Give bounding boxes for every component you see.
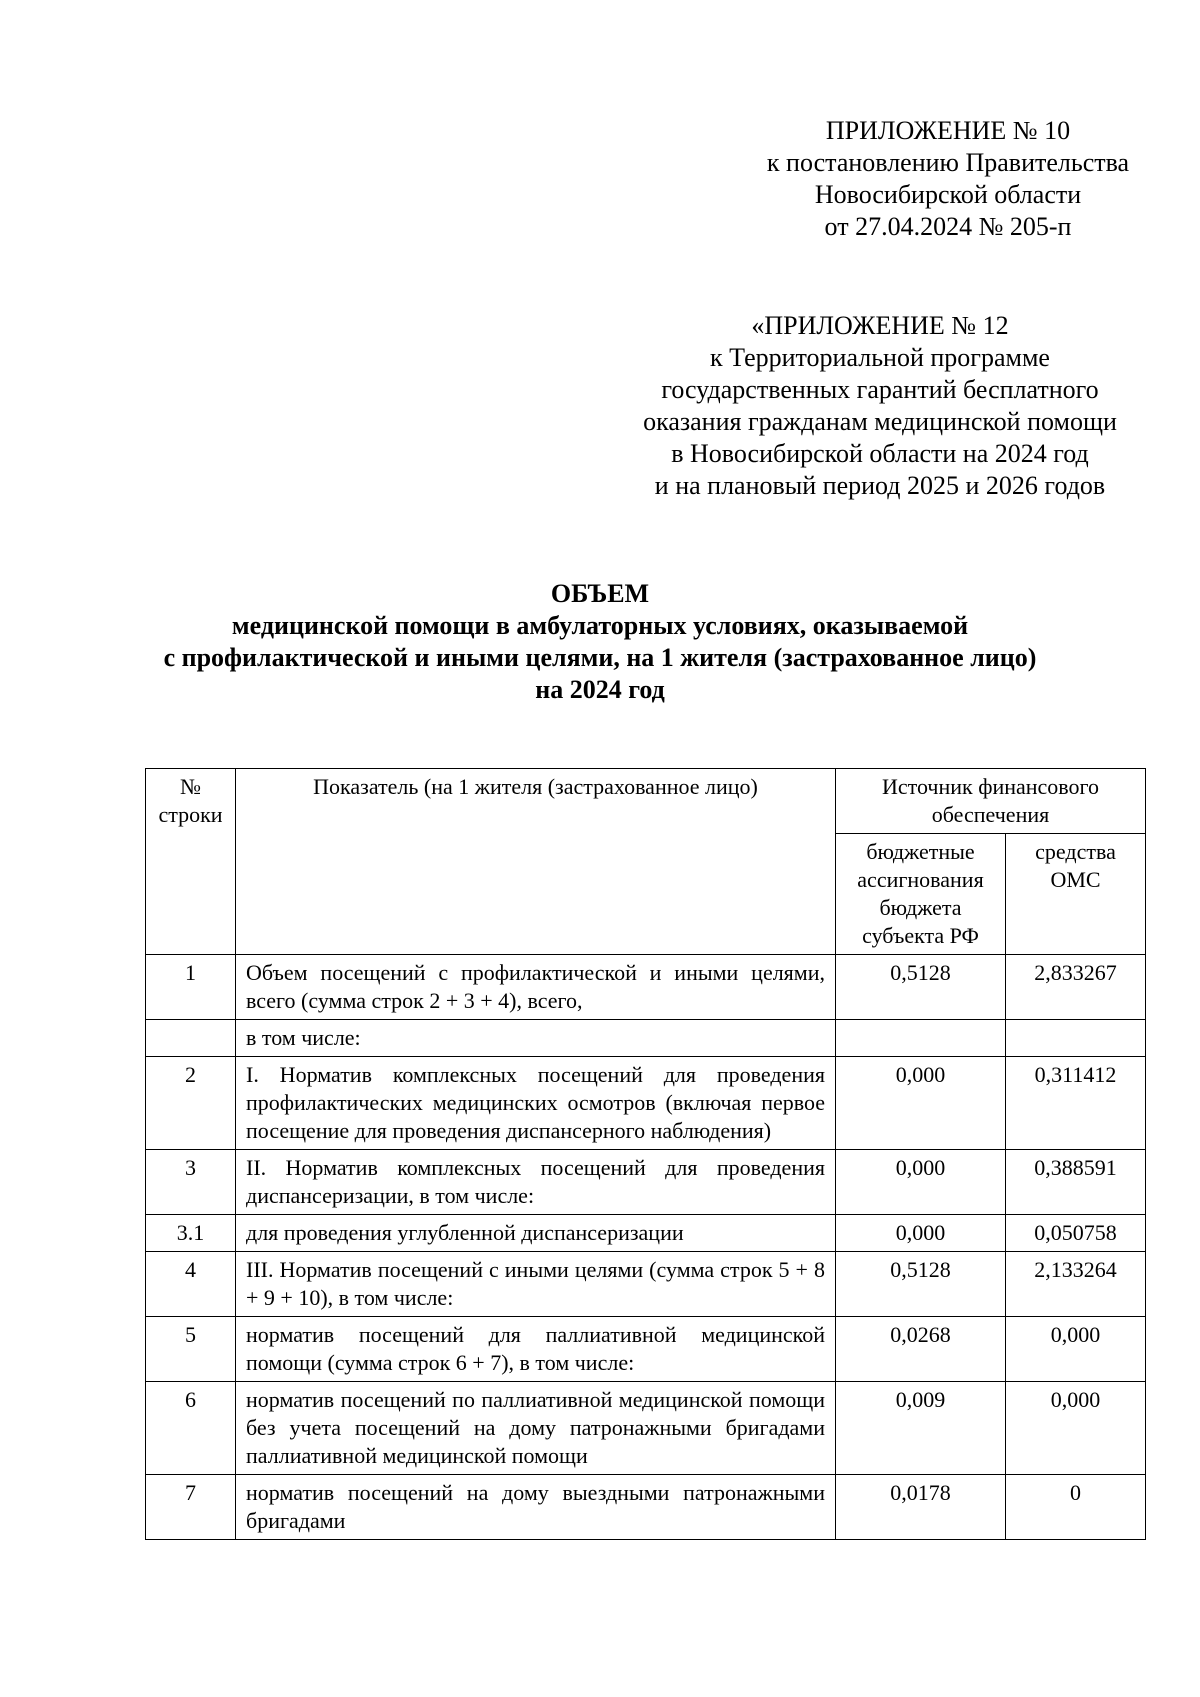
row-budget-value: 0,0178 bbox=[836, 1475, 1006, 1540]
table-row bbox=[146, 1382, 1146, 1475]
row-oms-value: 0,388591 bbox=[1006, 1150, 1146, 1215]
row-oms-value: 2,133264 bbox=[1006, 1252, 1146, 1317]
header-row-number: № строки bbox=[146, 769, 236, 955]
row-indicator: норматив посещений на дому выездными патронажными бригадами bbox=[236, 1475, 836, 1540]
volume-table bbox=[145, 768, 1146, 1540]
program-header bbox=[620, 310, 1140, 502]
table-row bbox=[146, 1150, 1146, 1215]
row-oms-value: 0 bbox=[1006, 1475, 1146, 1540]
table-row bbox=[146, 1020, 1146, 1057]
header-funding-source: Источник финансового обеспечения bbox=[836, 769, 1146, 834]
table-row bbox=[146, 1475, 1146, 1540]
attachment-header-line: к постановлению Правительства bbox=[766, 148, 1130, 177]
row-budget-value: 0,5128 bbox=[836, 1252, 1006, 1317]
row-oms-value: 2,833267 bbox=[1006, 955, 1146, 1020]
program-header-line: и на плановый период 2025 и 2026 годов bbox=[654, 471, 1106, 500]
row-oms-value: 0,000 bbox=[1006, 1317, 1146, 1382]
title-line: ОБЪЕМ bbox=[550, 579, 650, 608]
title-line: медицинской помощи в амбулаторных условиях, оказываемой bbox=[231, 611, 969, 640]
title-line: с профилактической и иными целями, на 1 жителя (застрахованное лицо) bbox=[163, 643, 1037, 672]
header-indicator: Показатель (на 1 жителя (застрахованное лицо) bbox=[236, 769, 836, 955]
row-indicator: для проведения углубленной диспансеризации bbox=[236, 1215, 836, 1252]
row-budget-value: 0,0268 bbox=[836, 1317, 1006, 1382]
row-budget-value: 0,009 bbox=[836, 1382, 1006, 1475]
table-row bbox=[146, 1057, 1146, 1150]
row-indicator: норматив посещений для паллиативной медицинской помощи (сумма строк 6 + 7), в том числе: bbox=[236, 1317, 836, 1382]
program-header-line: оказания гражданам медицинской помощи bbox=[643, 407, 1117, 436]
attachment-header-line: ПРИЛОЖЕНИЕ № 10 bbox=[825, 116, 1071, 145]
header-budget: бюджетные ассигнования бюджета субъекта РФ bbox=[836, 834, 1006, 955]
row-indicator: Объем посещений с профилактической и иными целями, всего (сумма строк 2 + 3 + 4), всего, bbox=[236, 955, 836, 1020]
row-number: 3.1 bbox=[146, 1215, 236, 1252]
row-number: 7 bbox=[146, 1475, 236, 1540]
row-budget-value: 0,000 bbox=[836, 1057, 1006, 1150]
table-row bbox=[146, 1317, 1146, 1382]
row-budget-value bbox=[836, 1020, 1006, 1057]
table-row bbox=[146, 955, 1146, 1020]
row-budget-value: 0,000 bbox=[836, 1150, 1006, 1215]
row-budget-value: 0,5128 bbox=[836, 955, 1006, 1020]
row-number: 2 bbox=[146, 1057, 236, 1150]
title-line: на 2024 год bbox=[535, 675, 665, 704]
row-budget-value: 0,000 bbox=[836, 1215, 1006, 1252]
program-header-line: «ПРИЛОЖЕНИЕ № 12 bbox=[751, 311, 1009, 340]
row-number: 1 bbox=[146, 955, 236, 1020]
row-indicator: II. Норматив комплексных посещений для проведения диспансеризации, в том числе: bbox=[236, 1150, 836, 1215]
row-indicator: III. Норматив посещений с иными целями (сумма строк 5 + 8 + 9 + 10), в том числе: bbox=[236, 1252, 836, 1317]
program-header-line: государственных гарантий бесплатного bbox=[661, 375, 1099, 404]
row-indicator: норматив посещений по паллиативной медицинской помощи без учета посещений на дому патронажными бригадами паллиативной медицинской помощи bbox=[236, 1382, 836, 1475]
table-row bbox=[146, 1252, 1146, 1317]
attachment-header bbox=[738, 115, 1158, 243]
program-header-line: к Территориальной программе bbox=[710, 343, 1050, 372]
header-oms: средства ОМС bbox=[1006, 834, 1146, 955]
attachment-header-line: от 27.04.2024 № 205-п bbox=[824, 212, 1072, 241]
row-oms-value: 0,000 bbox=[1006, 1382, 1146, 1475]
row-number: 4 bbox=[146, 1252, 236, 1317]
program-header-line: в Новосибирской области на 2024 год bbox=[671, 439, 1089, 468]
table-row bbox=[146, 1215, 1146, 1252]
row-oms-value: 0,050758 bbox=[1006, 1215, 1146, 1252]
row-number: 3 bbox=[146, 1150, 236, 1215]
row-oms-value: 0,311412 bbox=[1006, 1057, 1146, 1150]
row-oms-value bbox=[1006, 1020, 1146, 1057]
row-indicator: I. Норматив комплексных посещений для проведения профилактических медицинских осмотров (включая первое посещение для проведения диспансерного наблюдения) bbox=[236, 1057, 836, 1150]
attachment-header-line: Новосибирской области bbox=[814, 180, 1082, 209]
row-number: 6 bbox=[146, 1382, 236, 1475]
row-number: 5 bbox=[146, 1317, 236, 1382]
table-header-row bbox=[146, 769, 1146, 834]
row-number bbox=[146, 1020, 236, 1057]
document-title bbox=[140, 578, 1060, 706]
row-indicator: в том числе: bbox=[236, 1020, 836, 1057]
